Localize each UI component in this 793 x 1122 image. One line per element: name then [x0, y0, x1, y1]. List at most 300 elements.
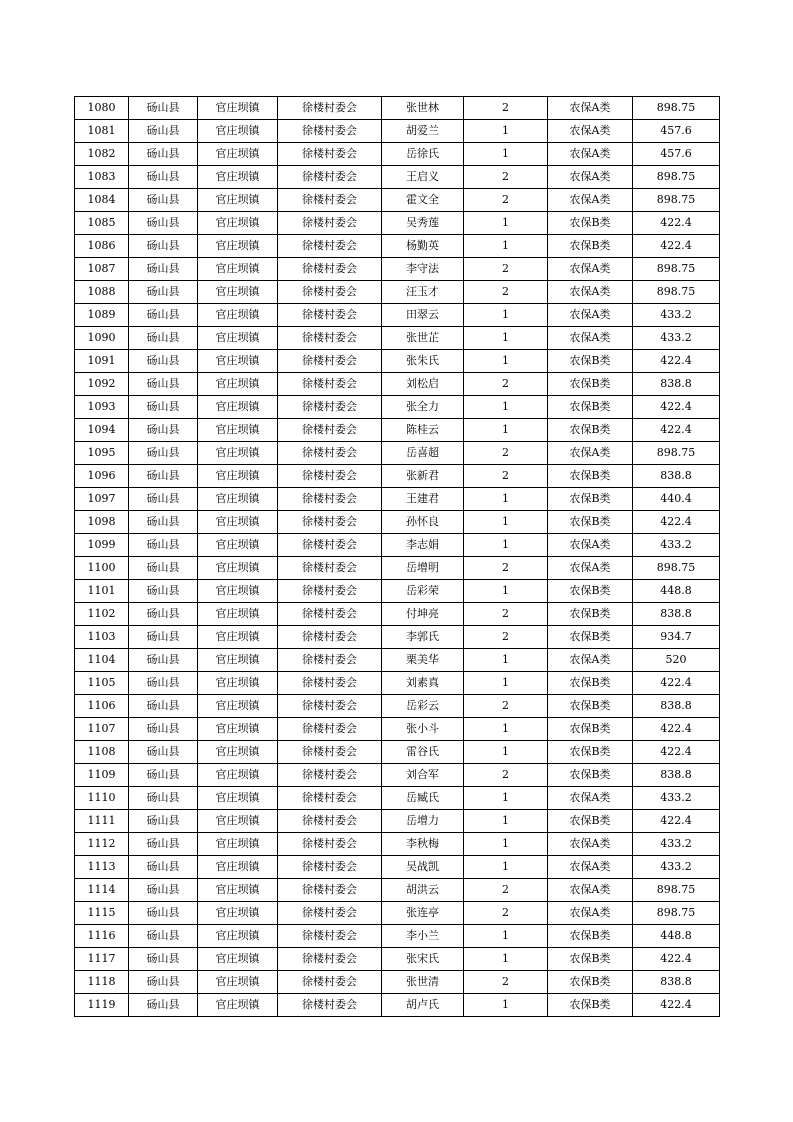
cell-county: 砀山县: [129, 120, 198, 143]
table-row: [75, 557, 720, 580]
table-row: [75, 810, 720, 833]
cell-row-number: 1103: [75, 626, 129, 649]
cell-name: 刘素真: [382, 672, 464, 695]
cell-insurance-type: 农保B类: [548, 350, 633, 373]
cell-row-number: 1083: [75, 166, 129, 189]
cell-insurance-type: 农保B类: [548, 994, 633, 1017]
table-row: [75, 212, 720, 235]
cell-household-count: 2: [464, 603, 548, 626]
table-row: [75, 442, 720, 465]
cell-row-number: 1118: [75, 971, 129, 994]
cell-village-committee: 徐楼村委会: [278, 971, 382, 994]
cell-county: 砀山县: [129, 948, 198, 971]
cell-row-number: 1115: [75, 902, 129, 925]
cell-amount: 422.4: [633, 235, 720, 258]
cell-household-count: 1: [464, 833, 548, 856]
cell-amount: 898.75: [633, 281, 720, 304]
cell-insurance-type: 农保B类: [548, 925, 633, 948]
cell-village-committee: 徐楼村委会: [278, 373, 382, 396]
cell-row-number: 1100: [75, 557, 129, 580]
cell-household-count: 2: [464, 626, 548, 649]
cell-amount: 457.6: [633, 120, 720, 143]
cell-name: 胡爱兰: [382, 120, 464, 143]
cell-insurance-type: 农保A类: [548, 327, 633, 350]
cell-row-number: 1108: [75, 741, 129, 764]
cell-county: 砀山县: [129, 442, 198, 465]
cell-insurance-type: 农保B类: [548, 764, 633, 787]
cell-village-committee: 徐楼村委会: [278, 511, 382, 534]
cell-town: 官庄坝镇: [198, 465, 278, 488]
cell-name: 张新君: [382, 465, 464, 488]
cell-insurance-type: 农保A类: [548, 787, 633, 810]
cell-village-committee: 徐楼村委会: [278, 879, 382, 902]
cell-county: 砀山县: [129, 258, 198, 281]
cell-insurance-type: 农保A类: [548, 304, 633, 327]
cell-insurance-type: 农保A类: [548, 442, 633, 465]
cell-village-committee: 徐楼村委会: [278, 304, 382, 327]
cell-county: 砀山县: [129, 511, 198, 534]
cell-town: 官庄坝镇: [198, 373, 278, 396]
table-row: [75, 350, 720, 373]
cell-county: 砀山县: [129, 580, 198, 603]
cell-amount: 934.7: [633, 626, 720, 649]
cell-amount: 898.75: [633, 258, 720, 281]
cell-row-number: 1113: [75, 856, 129, 879]
cell-household-count: 2: [464, 258, 548, 281]
table-row: [75, 235, 720, 258]
cell-row-number: 1097: [75, 488, 129, 511]
table-row: [75, 902, 720, 925]
cell-village-committee: 徐楼村委会: [278, 189, 382, 212]
cell-county: 砀山县: [129, 327, 198, 350]
cell-name: 陈桂云: [382, 419, 464, 442]
cell-insurance-type: 农保A类: [548, 97, 633, 120]
cell-town: 官庄坝镇: [198, 511, 278, 534]
table-row: [75, 994, 720, 1017]
cell-name: 汪玉才: [382, 281, 464, 304]
cell-row-number: 1116: [75, 925, 129, 948]
cell-county: 砀山县: [129, 373, 198, 396]
cell-name: 杨勤英: [382, 235, 464, 258]
cell-insurance-type: 农保B类: [548, 396, 633, 419]
cell-row-number: 1105: [75, 672, 129, 695]
table-row: [75, 695, 720, 718]
cell-row-number: 1099: [75, 534, 129, 557]
cell-name: 王启义: [382, 166, 464, 189]
cell-county: 砀山县: [129, 281, 198, 304]
cell-county: 砀山县: [129, 557, 198, 580]
cell-village-committee: 徐楼村委会: [278, 603, 382, 626]
cell-county: 砀山县: [129, 603, 198, 626]
cell-town: 官庄坝镇: [198, 603, 278, 626]
cell-row-number: 1088: [75, 281, 129, 304]
cell-name: 岳彩云: [382, 695, 464, 718]
cell-insurance-type: 农保B类: [548, 718, 633, 741]
cell-village-committee: 徐楼村委会: [278, 787, 382, 810]
table-row: [75, 120, 720, 143]
cell-town: 官庄坝镇: [198, 488, 278, 511]
cell-county: 砀山县: [129, 534, 198, 557]
cell-name: 田翠云: [382, 304, 464, 327]
cell-amount: 422.4: [633, 994, 720, 1017]
cell-village-committee: 徐楼村委会: [278, 120, 382, 143]
table-row: [75, 971, 720, 994]
cell-village-committee: 徐楼村委会: [278, 557, 382, 580]
cell-amount: 838.8: [633, 465, 720, 488]
cell-insurance-type: 农保A类: [548, 879, 633, 902]
cell-insurance-type: 农保B类: [548, 465, 633, 488]
cell-insurance-type: 农保B类: [548, 580, 633, 603]
cell-name: 刘松启: [382, 373, 464, 396]
cell-name: 岳彩荣: [382, 580, 464, 603]
table-row: [75, 879, 720, 902]
roster-body: [75, 97, 720, 1017]
cell-town: 官庄坝镇: [198, 879, 278, 902]
cell-name: 岳臧氏: [382, 787, 464, 810]
cell-household-count: 1: [464, 810, 548, 833]
cell-village-committee: 徐楼村委会: [278, 212, 382, 235]
cell-insurance-type: 农保B类: [548, 741, 633, 764]
cell-county: 砀山县: [129, 741, 198, 764]
cell-household-count: 1: [464, 304, 548, 327]
cell-household-count: 2: [464, 166, 548, 189]
cell-name: 张小斗: [382, 718, 464, 741]
cell-town: 官庄坝镇: [198, 235, 278, 258]
cell-county: 砀山县: [129, 304, 198, 327]
cell-village-committee: 徐楼村委会: [278, 396, 382, 419]
cell-county: 砀山县: [129, 97, 198, 120]
table-row: [75, 258, 720, 281]
cell-insurance-type: 农保B类: [548, 511, 633, 534]
cell-town: 官庄坝镇: [198, 695, 278, 718]
cell-household-count: 1: [464, 534, 548, 557]
cell-county: 砀山县: [129, 235, 198, 258]
cell-household-count: 1: [464, 350, 548, 373]
cell-amount: 433.2: [633, 327, 720, 350]
cell-insurance-type: 农保B类: [548, 603, 633, 626]
cell-amount: 422.4: [633, 948, 720, 971]
cell-household-count: 2: [464, 442, 548, 465]
cell-household-count: 1: [464, 396, 548, 419]
cell-county: 砀山县: [129, 902, 198, 925]
table-row: [75, 166, 720, 189]
cell-amount: 422.4: [633, 419, 720, 442]
cell-amount: 520: [633, 649, 720, 672]
table-row: [75, 603, 720, 626]
cell-village-committee: 徐楼村委会: [278, 902, 382, 925]
cell-amount: 898.75: [633, 879, 720, 902]
cell-row-number: 1110: [75, 787, 129, 810]
cell-amount: 457.6: [633, 143, 720, 166]
cell-row-number: 1085: [75, 212, 129, 235]
cell-insurance-type: 农保A类: [548, 534, 633, 557]
table-row: [75, 626, 720, 649]
cell-amount: 898.75: [633, 189, 720, 212]
cell-village-committee: 徐楼村委会: [278, 143, 382, 166]
cell-name: 李秋梅: [382, 833, 464, 856]
cell-household-count: 1: [464, 649, 548, 672]
cell-name: 李守法: [382, 258, 464, 281]
table-row: [75, 833, 720, 856]
cell-row-number: 1084: [75, 189, 129, 212]
cell-insurance-type: 农保A类: [548, 856, 633, 879]
cell-town: 官庄坝镇: [198, 971, 278, 994]
cell-village-committee: 徐楼村委会: [278, 235, 382, 258]
cell-county: 砀山县: [129, 695, 198, 718]
table-row: [75, 143, 720, 166]
cell-county: 砀山县: [129, 787, 198, 810]
cell-name: 张世芷: [382, 327, 464, 350]
cell-village-committee: 徐楼村委会: [278, 465, 382, 488]
cell-county: 砀山县: [129, 189, 198, 212]
cell-name: 张连亭: [382, 902, 464, 925]
cell-household-count: 2: [464, 465, 548, 488]
cell-county: 砀山县: [129, 994, 198, 1017]
cell-household-count: 1: [464, 212, 548, 235]
cell-household-count: 2: [464, 695, 548, 718]
table-row: [75, 465, 720, 488]
cell-amount: 448.8: [633, 925, 720, 948]
cell-insurance-type: 农保A类: [548, 258, 633, 281]
table-row: [75, 419, 720, 442]
cell-name: 张宋氏: [382, 948, 464, 971]
cell-household-count: 1: [464, 488, 548, 511]
cell-town: 官庄坝镇: [198, 189, 278, 212]
cell-insurance-type: 农保A类: [548, 902, 633, 925]
cell-household-count: 1: [464, 580, 548, 603]
cell-household-count: 1: [464, 327, 548, 350]
table-row: [75, 304, 720, 327]
table-row: [75, 396, 720, 419]
cell-village-committee: 徐楼村委会: [278, 833, 382, 856]
cell-name: 付坤亮: [382, 603, 464, 626]
cell-county: 砀山县: [129, 212, 198, 235]
cell-row-number: 1087: [75, 258, 129, 281]
cell-amount: 422.4: [633, 741, 720, 764]
cell-county: 砀山县: [129, 396, 198, 419]
cell-village-committee: 徐楼村委会: [278, 488, 382, 511]
cell-county: 砀山县: [129, 649, 198, 672]
cell-row-number: 1096: [75, 465, 129, 488]
cell-row-number: 1119: [75, 994, 129, 1017]
cell-household-count: 1: [464, 672, 548, 695]
cell-name: 李志娟: [382, 534, 464, 557]
cell-insurance-type: 农保B类: [548, 212, 633, 235]
cell-amount: 433.2: [633, 534, 720, 557]
cell-village-committee: 徐楼村委会: [278, 810, 382, 833]
table-row: [75, 97, 720, 120]
cell-county: 砀山县: [129, 626, 198, 649]
table-row: [75, 672, 720, 695]
cell-row-number: 1095: [75, 442, 129, 465]
cell-household-count: 1: [464, 925, 548, 948]
cell-town: 官庄坝镇: [198, 97, 278, 120]
cell-town: 官庄坝镇: [198, 534, 278, 557]
cell-name: 张朱氏: [382, 350, 464, 373]
cell-village-committee: 徐楼村委会: [278, 994, 382, 1017]
cell-name: 胡洪云: [382, 879, 464, 902]
cell-amount: 838.8: [633, 764, 720, 787]
cell-amount: 448.8: [633, 580, 720, 603]
table-row: [75, 327, 720, 350]
cell-name: 吴秀莲: [382, 212, 464, 235]
cell-town: 官庄坝镇: [198, 810, 278, 833]
cell-row-number: 1081: [75, 120, 129, 143]
cell-county: 砀山县: [129, 971, 198, 994]
cell-town: 官庄坝镇: [198, 419, 278, 442]
cell-household-count: 1: [464, 994, 548, 1017]
cell-household-count: 2: [464, 557, 548, 580]
cell-row-number: 1089: [75, 304, 129, 327]
cell-town: 官庄坝镇: [198, 557, 278, 580]
cell-amount: 422.4: [633, 672, 720, 695]
table-row: [75, 856, 720, 879]
cell-name: 岳增力: [382, 810, 464, 833]
cell-household-count: 1: [464, 419, 548, 442]
cell-row-number: 1104: [75, 649, 129, 672]
cell-insurance-type: 农保A类: [548, 166, 633, 189]
cell-row-number: 1091: [75, 350, 129, 373]
cell-name: 李郭氏: [382, 626, 464, 649]
cell-county: 砀山县: [129, 764, 198, 787]
cell-town: 官庄坝镇: [198, 281, 278, 304]
cell-county: 砀山县: [129, 856, 198, 879]
cell-amount: 838.8: [633, 971, 720, 994]
cell-row-number: 1093: [75, 396, 129, 419]
cell-village-committee: 徐楼村委会: [278, 350, 382, 373]
cell-name: 李小兰: [382, 925, 464, 948]
table-row: [75, 925, 720, 948]
cell-village-committee: 徐楼村委会: [278, 534, 382, 557]
cell-town: 官庄坝镇: [198, 258, 278, 281]
cell-county: 砀山县: [129, 419, 198, 442]
cell-county: 砀山县: [129, 465, 198, 488]
cell-village-committee: 徐楼村委会: [278, 97, 382, 120]
cell-village-committee: 徐楼村委会: [278, 258, 382, 281]
cell-row-number: 1090: [75, 327, 129, 350]
cell-name: 吴战凯: [382, 856, 464, 879]
cell-insurance-type: 农保B类: [548, 672, 633, 695]
cell-name: 张世清: [382, 971, 464, 994]
cell-county: 砀山县: [129, 166, 198, 189]
cell-town: 官庄坝镇: [198, 718, 278, 741]
cell-household-count: 1: [464, 718, 548, 741]
cell-town: 官庄坝镇: [198, 948, 278, 971]
cell-name: 岳徐氏: [382, 143, 464, 166]
cell-village-committee: 徐楼村委会: [278, 419, 382, 442]
cell-row-number: 1094: [75, 419, 129, 442]
cell-amount: 422.4: [633, 810, 720, 833]
cell-amount: 422.4: [633, 396, 720, 419]
cell-town: 官庄坝镇: [198, 741, 278, 764]
cell-town: 官庄坝镇: [198, 833, 278, 856]
cell-insurance-type: 农保A类: [548, 281, 633, 304]
cell-name: 岳喜超: [382, 442, 464, 465]
cell-row-number: 1101: [75, 580, 129, 603]
cell-row-number: 1117: [75, 948, 129, 971]
cell-row-number: 1111: [75, 810, 129, 833]
cell-village-committee: 徐楼村委会: [278, 672, 382, 695]
cell-town: 官庄坝镇: [198, 166, 278, 189]
cell-village-committee: 徐楼村委会: [278, 925, 382, 948]
cell-village-committee: 徐楼村委会: [278, 442, 382, 465]
cell-household-count: 2: [464, 97, 548, 120]
cell-village-committee: 徐楼村委会: [278, 741, 382, 764]
cell-insurance-type: 农保B类: [548, 695, 633, 718]
cell-row-number: 1080: [75, 97, 129, 120]
cell-village-committee: 徐楼村委会: [278, 166, 382, 189]
cell-amount: 898.75: [633, 442, 720, 465]
cell-household-count: 2: [464, 879, 548, 902]
cell-amount: 422.4: [633, 511, 720, 534]
cell-county: 砀山县: [129, 350, 198, 373]
cell-county: 砀山县: [129, 879, 198, 902]
cell-household-count: 1: [464, 856, 548, 879]
cell-name: 岳增明: [382, 557, 464, 580]
cell-village-committee: 徐楼村委会: [278, 626, 382, 649]
cell-town: 官庄坝镇: [198, 120, 278, 143]
table-row: [75, 534, 720, 557]
cell-household-count: 2: [464, 764, 548, 787]
cell-town: 官庄坝镇: [198, 442, 278, 465]
cell-town: 官庄坝镇: [198, 925, 278, 948]
cell-row-number: 1106: [75, 695, 129, 718]
table-row: [75, 764, 720, 787]
cell-household-count: 2: [464, 902, 548, 925]
cell-insurance-type: 农保B类: [548, 373, 633, 396]
cell-town: 官庄坝镇: [198, 212, 278, 235]
cell-town: 官庄坝镇: [198, 764, 278, 787]
cell-town: 官庄坝镇: [198, 350, 278, 373]
cell-county: 砀山县: [129, 925, 198, 948]
cell-town: 官庄坝镇: [198, 580, 278, 603]
cell-name: 张全力: [382, 396, 464, 419]
cell-household-count: 2: [464, 281, 548, 304]
cell-county: 砀山县: [129, 672, 198, 695]
cell-amount: 898.75: [633, 557, 720, 580]
cell-row-number: 1114: [75, 879, 129, 902]
cell-amount: 433.2: [633, 856, 720, 879]
cell-county: 砀山县: [129, 718, 198, 741]
cell-village-committee: 徐楼村委会: [278, 856, 382, 879]
cell-amount: 898.75: [633, 902, 720, 925]
cell-insurance-type: 农保B类: [548, 235, 633, 258]
cell-row-number: 1107: [75, 718, 129, 741]
cell-row-number: 1109: [75, 764, 129, 787]
table-row: [75, 948, 720, 971]
cell-town: 官庄坝镇: [198, 327, 278, 350]
cell-county: 砀山县: [129, 488, 198, 511]
cell-name: 刘合军: [382, 764, 464, 787]
cell-insurance-type: 农保A类: [548, 833, 633, 856]
table-row: [75, 189, 720, 212]
cell-name: 雷谷氏: [382, 741, 464, 764]
cell-amount: 898.75: [633, 97, 720, 120]
table-row: [75, 718, 720, 741]
table-row: [75, 488, 720, 511]
cell-household-count: 1: [464, 120, 548, 143]
cell-town: 官庄坝镇: [198, 672, 278, 695]
cell-insurance-type: 农保B类: [548, 419, 633, 442]
cell-village-committee: 徐楼村委会: [278, 718, 382, 741]
cell-row-number: 1092: [75, 373, 129, 396]
cell-village-committee: 徐楼村委会: [278, 327, 382, 350]
cell-insurance-type: 农保A类: [548, 120, 633, 143]
cell-amount: 838.8: [633, 603, 720, 626]
cell-amount: 838.8: [633, 373, 720, 396]
cell-village-committee: 徐楼村委会: [278, 948, 382, 971]
table-row: [75, 741, 720, 764]
